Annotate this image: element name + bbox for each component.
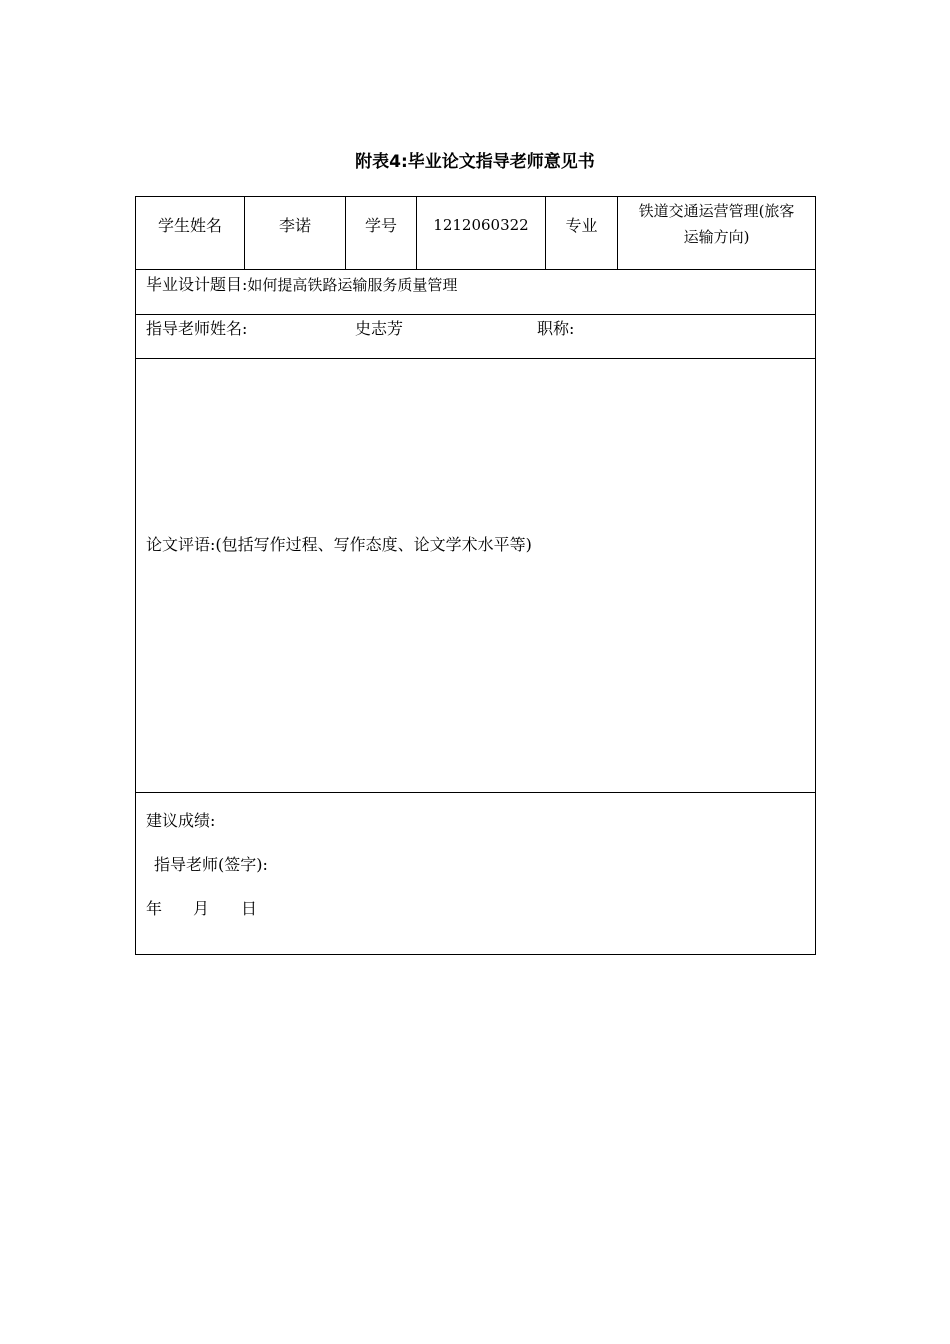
- student-id-value: 1212060322: [433, 215, 529, 234]
- comment-label: 论文评语:(包括写作过程、写作态度、论文学术水平等): [146, 535, 532, 554]
- table-divider: [135, 792, 816, 793]
- table-divider: [135, 314, 816, 315]
- major-label: 专业: [565, 216, 598, 235]
- topic-line: [146, 272, 806, 298]
- table-divider: [135, 358, 816, 359]
- major-value-line1: 铁道交通运营管理(旅客: [638, 202, 795, 220]
- date-month-label: 月: [193, 899, 210, 918]
- date-day-label: 日: [241, 899, 258, 918]
- major-value-line2: 运输方向): [683, 228, 750, 246]
- advisor-name-label: 指导老师姓名:: [146, 319, 248, 338]
- signature-label: 指导老师(签字):: [154, 855, 268, 874]
- table-border-right: [815, 196, 816, 955]
- table-divider: [135, 269, 816, 270]
- advisor-rank-value: [590, 316, 790, 342]
- student-name-label: 学生姓名: [157, 216, 222, 235]
- table-border-left: [135, 196, 136, 955]
- student-name-value: 李诺: [278, 216, 311, 235]
- advisor-name-value: 史志芳: [355, 319, 404, 338]
- topic-label: 毕业设计题目:: [146, 275, 248, 294]
- date-year-label: 年: [146, 899, 163, 918]
- student-id-label: 学号: [364, 216, 397, 235]
- advisor-rank-label: 职称:: [537, 319, 575, 338]
- major-value: [618, 198, 815, 268]
- grade-label: 建议成绩:: [146, 811, 216, 830]
- document-title: 附表4:毕业论文指导老师意见书: [355, 152, 595, 172]
- topic-value: 如何提高铁路运输服务质量管理: [247, 276, 458, 294]
- table-border-bottom: [135, 954, 816, 955]
